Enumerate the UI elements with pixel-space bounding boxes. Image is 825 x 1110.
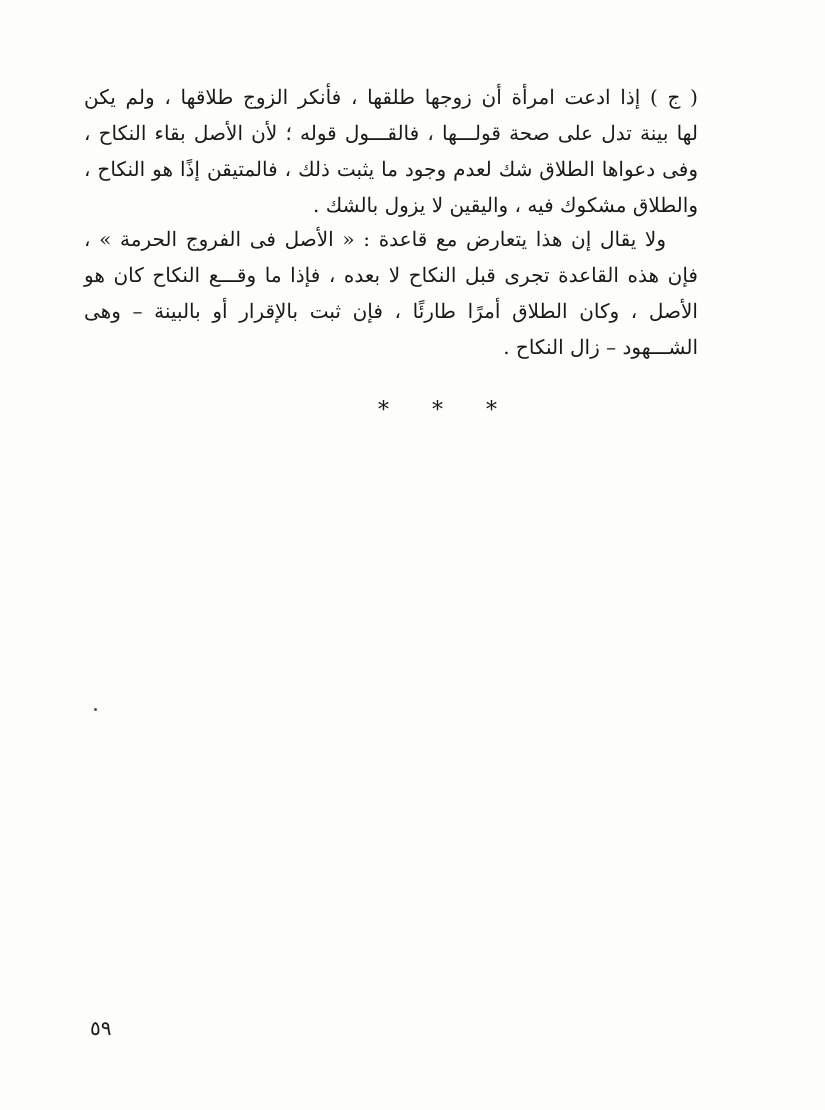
paragraph-1-line: والطلاق مشكوك فيه ، واليقين لا يزول بالشك . [313,193,698,217]
separator-asterisk: * [378,398,389,423]
paragraph-2-line: فإن هذه القاعدة تجرى قبل النكاح لا بعده ، فإذا ما وقـــع النكاح كان هو [84,263,698,287]
page-number: ٥٩ [90,1016,112,1040]
separator-asterisk: * [432,398,443,423]
paragraph-1-line: لها بينة تدل على صحة قولـــها ، فالقـــول قوله ؛ لأن الأصل بقاء النكاح ، [84,121,698,145]
paragraph-1 [84,79,698,223]
paragraph-1-line: وفى دعواها الطلاق شك لعدم وجود ما يثبت ذلك ، فالمتيقن إذًا هو النكاح ، [84,157,698,181]
paragraph-2 [84,221,698,365]
section-separator [0,398,825,423]
paragraph-2-line: ولا يقال إن هذا يتعارض مع قاعدة : « الأصل فى الفروج الحرمة » ، [84,227,666,251]
paragraph-2-line: الأصل ، وكان الطلاق أمرًا طارئًا ، فإن ثبت بالإقرار أو بالبينة – وهى [84,299,698,323]
separator-asterisk: * [486,398,497,423]
paragraph-1-line: ( ج ) إذا ادعت امرأة أن زوجها طلقها ، فأنكر الزوج طلاقها ، ولم يكن [84,85,698,109]
scan-speck [94,708,97,711]
paragraph-2-line: الشـــهود – زال النكاح . [503,335,698,359]
